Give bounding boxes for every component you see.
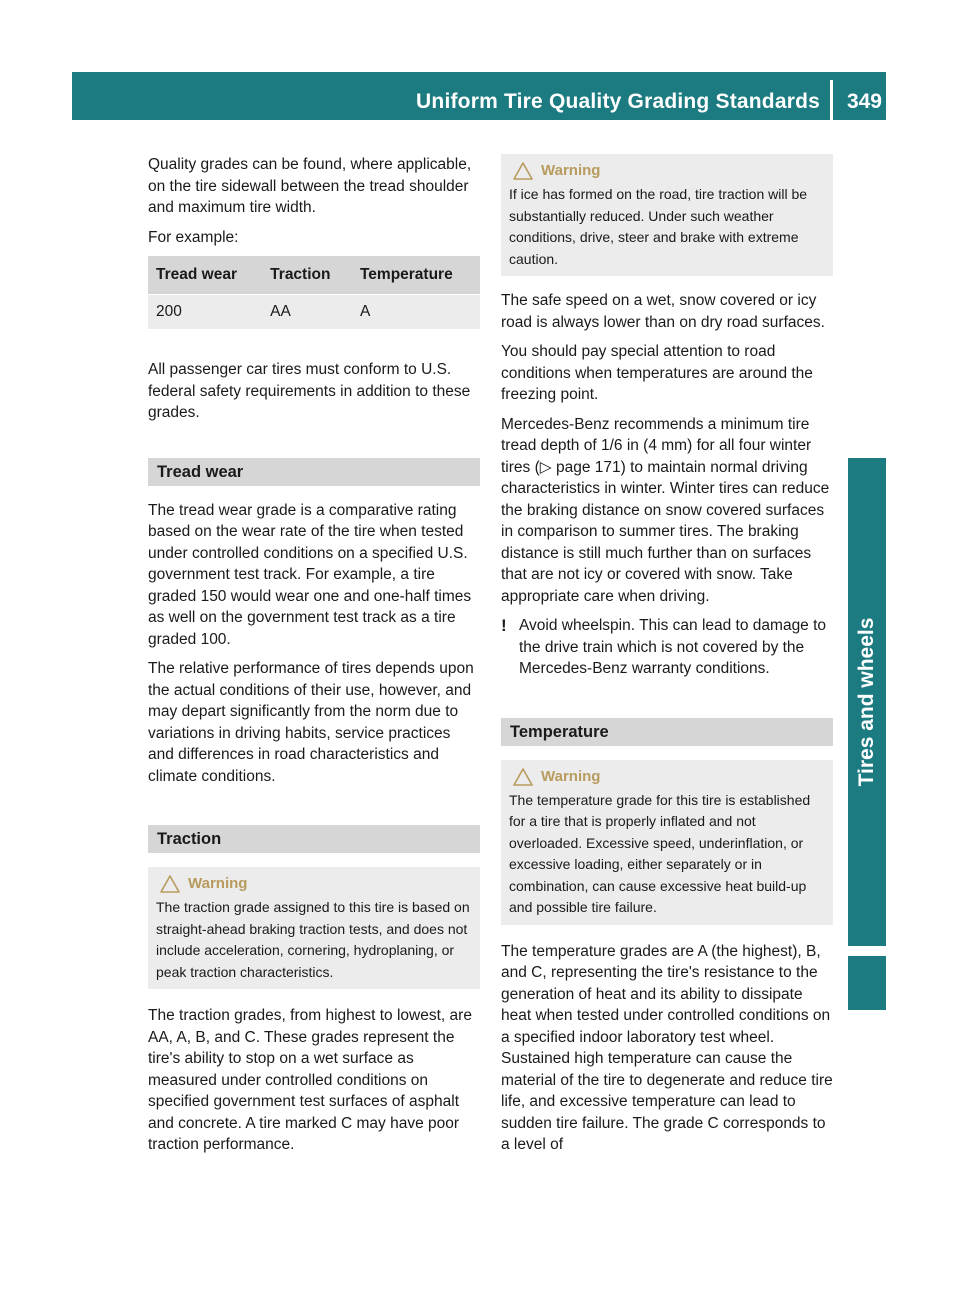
warning-title: Warning (188, 875, 248, 893)
right-column (501, 154, 833, 1164)
tread-wear-paragraph: The tread wear grade is a comparative rating based on the wear rate of the tire when tested under controlled conditions on a specified U.S. government test track. For example, a tire graded 150 would wear one and one-half times as well on the government test track as a tire graded 100. (148, 501, 472, 648)
intro-text: Quality grades can be found, where applicable, on the tire sidewall between the tread shoulder and maximum tire width. (148, 156, 472, 216)
warning-triangle-icon (160, 875, 180, 893)
warning-triangle-icon (513, 768, 533, 786)
damage-note (501, 615, 833, 680)
conform-text: All passenger car tires must conform to U.S. federal safety requirements in addition to these grades. (148, 361, 471, 421)
traction-heading: Traction (148, 825, 480, 853)
table-cell: AA (262, 295, 352, 330)
warning-title: Warning (541, 767, 601, 785)
side-tab-marker (848, 956, 886, 1010)
tread-wear-heading: Tread wear (148, 458, 480, 486)
side-tab (848, 458, 886, 946)
table-row (148, 295, 480, 330)
header-title: Uniform Tire Quality Grading Standards (416, 90, 820, 113)
warning-triangle-icon (513, 162, 533, 180)
body-paragraph: Mercedes-Benz recommends a minimum tire tread depth of 1/6 in (4 mm) for all four winter tires (▷ page 171) to maintain normal driving characteristics in winter. Winter tires can reduce the braking distance on snow covered surfaces in comparison to summer tires. The braking distance is still much further than on surfaces that are not icy or covered with snow. Take appropriate care when driving. (501, 415, 830, 605)
ice-warning-box (501, 154, 833, 276)
example-label: For example: (148, 228, 239, 246)
header-divider (830, 80, 833, 120)
grades-table (148, 256, 480, 329)
exclamation-icon: ! (501, 616, 507, 635)
warning-text: The traction grade assigned to this tire is based on straight-ahead braking traction tests, and does not include acceleration, cornering, hydroplaning, or peak traction characteristics. (156, 899, 470, 980)
table-header-cell: Temperature (352, 256, 480, 295)
traction-warning-box (148, 867, 480, 989)
page-number: 349 (846, 90, 882, 113)
tread-wear-paragraph: The relative performance of tires depends upon the actual conditions of their use, however, and may depart significantly from the norm due to variations in driving habits, service practices and differences in road characteristics and climate conditions. (148, 660, 474, 785)
warning-text: The temperature grade for this tire is established for a tire that is properly inflated and not overloaded. Excessive speed, underinflation, or excessive loading, either separately or in combination, can cause excessive heat build-up and possible tire failure. (509, 791, 811, 915)
body-paragraph: You should pay special attention to road conditions when temperatures are around the freezing point. (501, 343, 813, 403)
warning-text: If ice has formed on the road, tire traction will be substantially reduced. Under such weather conditions, drive, steer and brake with extreme caution. (509, 186, 808, 267)
table-header-cell: Tread wear (148, 256, 262, 295)
table-cell: A (352, 295, 480, 330)
page-header (72, 72, 886, 120)
traction-paragraph: The traction grades, from highest to lowest, are AA, A, B, and C. These grades represent the tire's ability to stop on a wet surface as measured under controlled conditions on specified government test surfaces of asphalt and concrete. A tire marked C may have poor traction performance. (148, 1007, 472, 1153)
note-text: Avoid wheelspin. This can lead to damage to the drive train which is not covered by the Mercedes-Benz warranty conditions. (519, 617, 827, 677)
temperature-heading: Temperature (501, 718, 833, 746)
side-tab-label: Tires and wheels (855, 617, 878, 787)
table-header-row (148, 256, 480, 295)
left-column (148, 154, 480, 1164)
body-paragraph: The safe speed on a wet, snow covered or icy road is always lower than on dry road surfaces. (501, 292, 825, 331)
temperature-paragraph: The temperature grades are A (the highest), B, and C, representing the tire's resistance to the generation of heat and its ability to dissipate heat when tested under controlled conditions on a specified indoor laboratory test wheel. Sustained high temperature can cause the material of the tire to degenerate and reduce tire life, and excessive temperature can lead to sudden tire failure. The grade C corresponds to a level of (501, 942, 833, 1153)
warning-title: Warning (541, 162, 601, 180)
table-cell: 200 (148, 295, 262, 330)
table-header-cell: Traction (262, 256, 352, 295)
temperature-warning-box (501, 760, 833, 925)
